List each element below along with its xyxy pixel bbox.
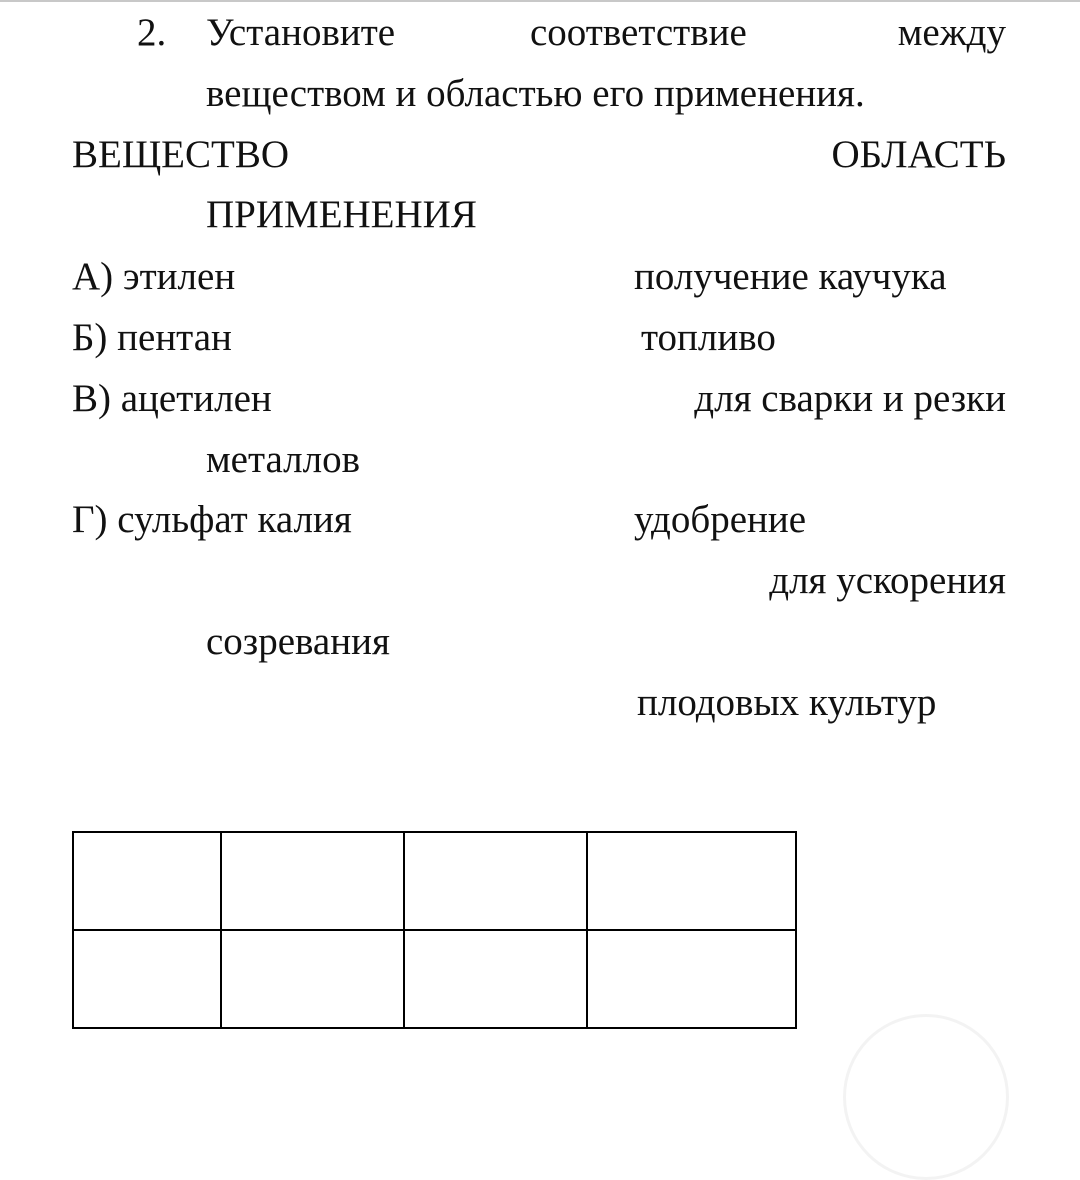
task-text: веществом и областью его применения. xyxy=(206,72,865,115)
application-4: удобрение xyxy=(634,498,807,541)
table-cell[interactable] xyxy=(587,930,796,1028)
table-cell[interactable] xyxy=(587,832,796,930)
table-cell[interactable] xyxy=(404,930,587,1028)
faint-circle-watermark xyxy=(843,1014,1009,1180)
application-3: для сварки и резки xyxy=(694,377,1006,420)
substance-d: Г) сульфат калия xyxy=(72,498,352,541)
table-row xyxy=(73,930,796,1028)
answer-table xyxy=(72,831,797,1029)
table-cell[interactable] xyxy=(73,930,221,1028)
top-border xyxy=(0,0,1080,2)
application-5-cont2: плодовых культур xyxy=(637,681,937,724)
table-cell[interactable] xyxy=(221,832,404,930)
table-cell[interactable] xyxy=(221,930,404,1028)
table-cell[interactable] xyxy=(404,832,587,930)
substance-a: А) этилен xyxy=(72,255,236,298)
application-3-cont: металлов xyxy=(206,438,361,481)
table-row xyxy=(73,832,796,930)
application-5: для ускорения xyxy=(769,559,1006,602)
header-application: ОБЛАСТЬ xyxy=(831,133,1006,176)
header-application-cont: ПРИМЕНЕНИЯ xyxy=(206,193,477,236)
substance-c: В) ацетилен xyxy=(72,377,272,420)
task-word: между xyxy=(897,11,1006,54)
task-number: 2. xyxy=(137,11,167,54)
header-substance: ВЕЩЕСТВО xyxy=(72,133,290,176)
substance-b: Б) пентан xyxy=(72,316,232,359)
task-word: Установите xyxy=(206,11,396,54)
application-1: получение каучука xyxy=(634,255,947,298)
application-5-cont: созревания xyxy=(206,620,390,663)
task-word: соответствие xyxy=(530,11,747,54)
table-cell[interactable] xyxy=(73,832,221,930)
application-2: топливо xyxy=(641,316,776,359)
